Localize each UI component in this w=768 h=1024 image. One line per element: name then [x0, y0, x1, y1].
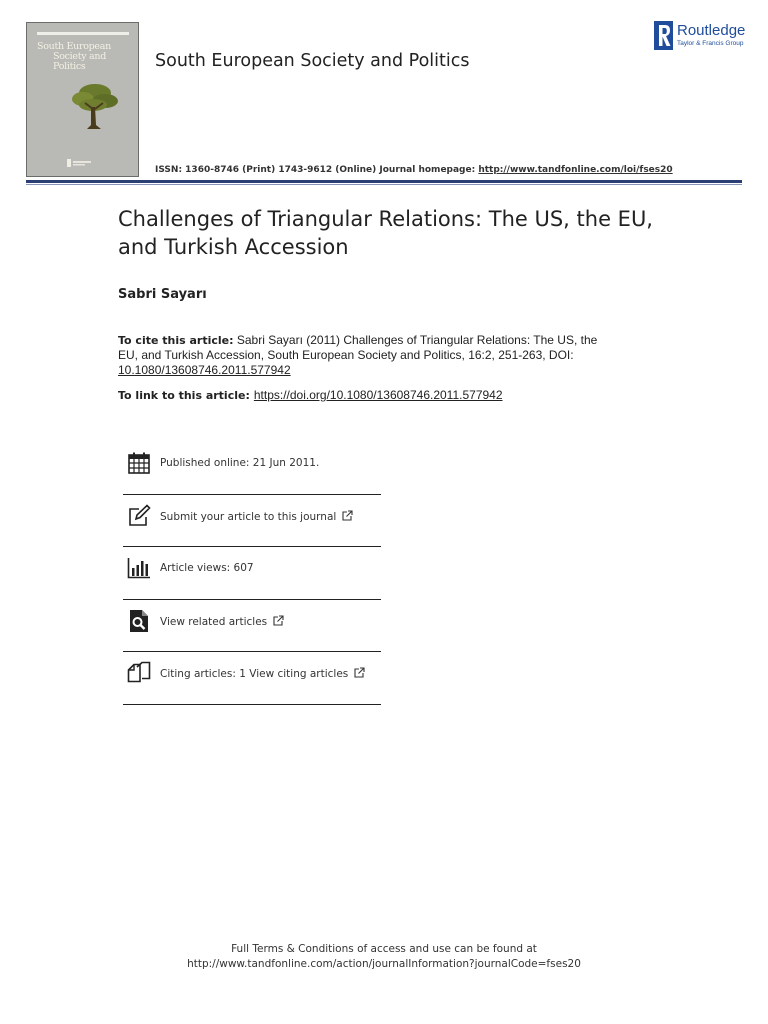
link-label: To link to this article: [118, 389, 250, 402]
tree-illustration-icon [71, 79, 121, 135]
submit-article-label: Submit your article to this journal [160, 510, 337, 523]
routledge-logo-icon [654, 21, 673, 50]
journal-name: South European Society and Politics [155, 51, 470, 71]
calendar-icon [127, 451, 151, 475]
external-link-icon [342, 510, 353, 521]
citation-text: Sabri Sayarı (2011) Challenges of Triangular Relations: The US, the EU, and Turkish Accession, South European Society and Politics, 16:2, 251-263, DOI: [118, 333, 598, 362]
cover-title-line2: Society and Politics [53, 51, 106, 72]
bar-chart-icon [127, 556, 151, 580]
citing-articles-label: Citing articles: 1 View citing articles [160, 668, 349, 680]
publisher-name: Routledge [677, 22, 746, 39]
footer-terms-link[interactable]: http://www.tandfonline.com/action/journalInformation?journalCode=fses20 [187, 958, 581, 970]
citation-label: To cite this article: [118, 334, 234, 347]
related-articles-link[interactable] [160, 615, 284, 628]
article-doi-link[interactable]: https://doi.org/10.1080/13608746.2011.577942 [253, 388, 503, 402]
publisher-logo[interactable] [654, 21, 754, 51]
article-author: Sabri Sayarı [118, 287, 207, 302]
terms-footer [0, 942, 768, 972]
cover-publisher-mark-icon [67, 159, 93, 167]
article-title: Challenges of Triangular Relations: The US, the EU, and Turkish Accession [118, 207, 653, 259]
external-link-icon [354, 667, 365, 678]
published-online-text: Published online: 21 Jun 2011. [160, 457, 320, 469]
published-online-row [123, 442, 381, 495]
footer-line1: Full Terms & Conditions of access and use can be found at [231, 943, 537, 955]
submit-article-link[interactable] [160, 510, 353, 523]
citing-documents-icon [127, 661, 151, 685]
edit-icon [127, 504, 151, 528]
citation-block [118, 333, 608, 378]
issn-text: ISSN: 1360-8746 (Print) 1743-9612 (Online) Journal homepage: [155, 165, 479, 175]
search-document-icon [127, 609, 151, 633]
cover-header-strip [37, 32, 129, 35]
issn-line [155, 165, 673, 175]
publisher-subtitle: Taylor & Francis Group [677, 40, 744, 47]
citing-articles-link[interactable] [160, 667, 365, 680]
related-articles-row[interactable] [123, 600, 381, 653]
related-articles-label: View related articles [160, 615, 268, 628]
header-divider [26, 180, 742, 183]
submit-article-row[interactable] [123, 495, 381, 548]
header-divider-thin [26, 184, 742, 185]
article-link-line [118, 388, 503, 402]
article-views-row [123, 547, 381, 600]
citation-doi-link[interactable]: 10.1080/13608746.2011.577942 [118, 363, 291, 377]
journal-cover-image[interactable] [26, 22, 139, 177]
citing-articles-row[interactable] [123, 652, 381, 705]
cover-title [37, 42, 133, 72]
article-views-text: Article views: 607 [160, 562, 254, 574]
article-meta-list [123, 442, 381, 705]
journal-homepage-link[interactable]: http://www.tandfonline.com/loi/fses20 [478, 165, 673, 175]
external-link-icon [273, 615, 284, 626]
cover-title-line1: South European [37, 41, 111, 52]
